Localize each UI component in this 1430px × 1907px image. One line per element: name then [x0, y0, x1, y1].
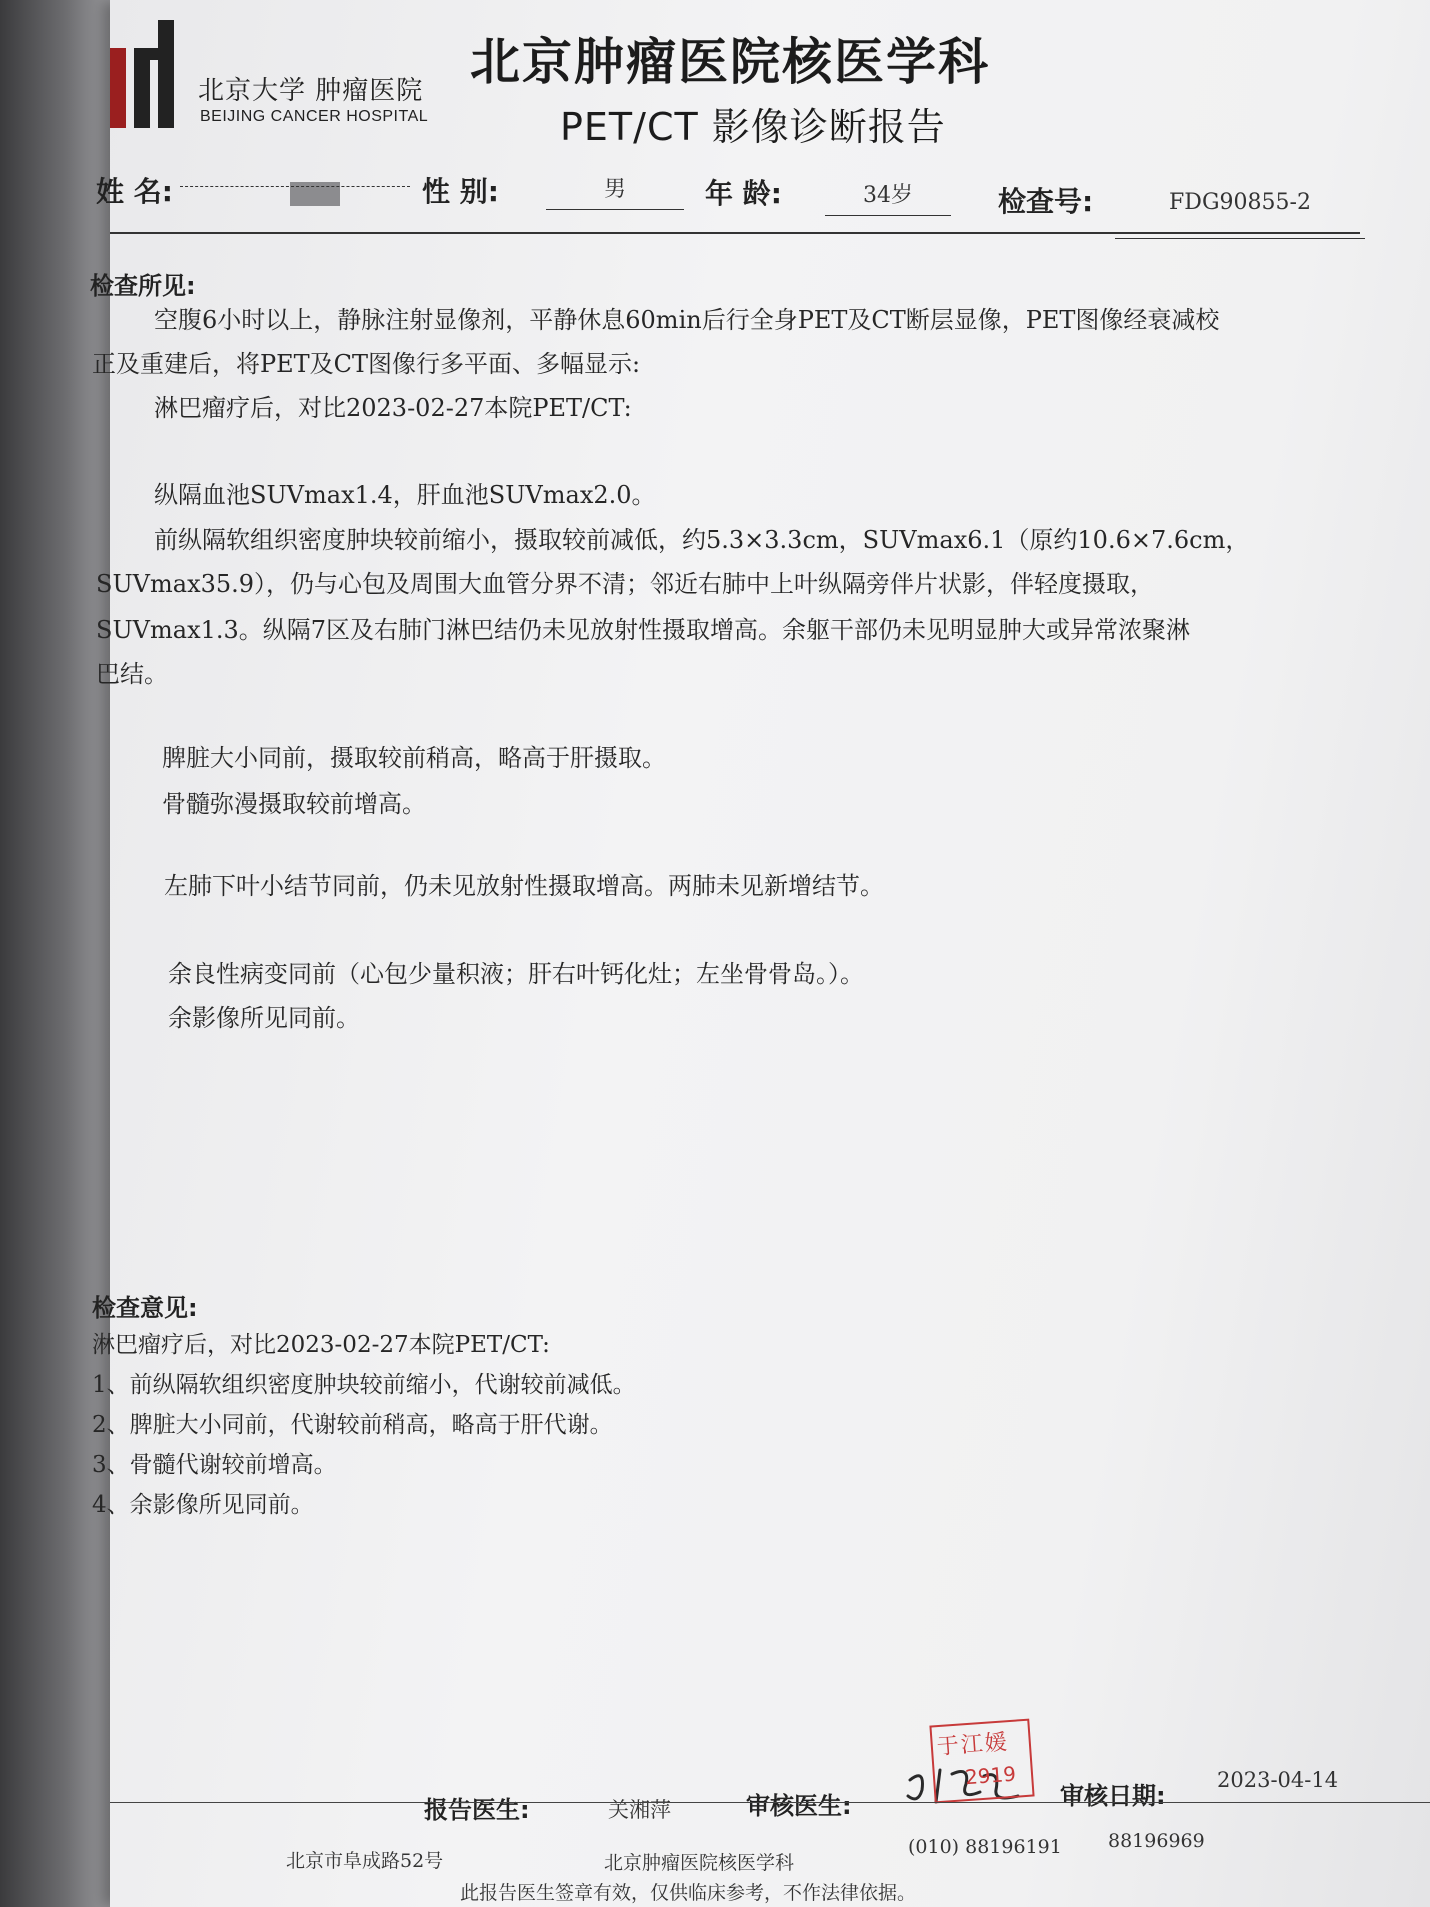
findings-line: 正及重建后，将PET及CT图像行多平面、多幅显示:: [92, 350, 641, 378]
findings-line: SUVmax35.9），仍与心包及周围大血管分界不清；邻近右肺中上叶纵隔旁伴片状影，伴轻度摄取，: [96, 570, 1155, 598]
footer-department: 北京肿瘤医院核医学科: [604, 1852, 795, 1874]
findings-line: 淋巴瘤疗后，对比2023-02-27本院PET/CT:: [154, 394, 632, 422]
findings-line: 纵隔血池SUVmax1.4，肝血池SUVmax2.0。: [154, 481, 656, 509]
review-date-label: 审核日期:: [1060, 1782, 1166, 1810]
reporter-label: 报告医生:: [424, 1796, 530, 1824]
footer-phone-2: 88196969: [1108, 1830, 1205, 1852]
findings-title: 检查所见:: [90, 272, 196, 300]
footer-disclaimer: 此报告医生签章有效，仅供临床参考，不作法律依据。: [460, 1882, 917, 1904]
findings-line: 脾脏大小同前，摄取较前稍高，略高于肝摄取。: [162, 744, 666, 772]
findings-line: SUVmax1.3。纵隔7区及右肺门淋巴结仍未见放射性摄取增高。余躯干部仍未见明显肿大或异常浓聚淋: [96, 616, 1191, 644]
logo-english-name: BEIJING CANCER HOSPITAL: [200, 108, 429, 125]
opinion-line: 2、脾脏大小同前，代谢较前稍高，略高于肝代谢。: [92, 1412, 613, 1438]
exam-number-label: 检查号:: [998, 185, 1094, 218]
opinion-line: 4、余影像所见同前。: [92, 1492, 314, 1518]
report-title: 北京肿瘤医院核医学科: [470, 33, 990, 91]
stamp-number: 2919: [964, 1761, 1017, 1790]
reviewer-label: 审核医生:: [746, 1792, 852, 1820]
footer-divider: [110, 1802, 1430, 1803]
opinion-line: 3、骨髓代谢较前增高。: [92, 1452, 337, 1478]
logo-chinese-name: 北京大学 肿瘤医院: [198, 76, 424, 106]
header-divider: [110, 232, 1360, 234]
findings-line: 前纵隔软组织密度肿块较前缩小，摄取较前减低，约5.3×3.3cm，SUVmax6.1（原约10.6×7.6cm，: [154, 526, 1250, 554]
sex-value: 男: [546, 172, 684, 210]
report-page: [90, 0, 1430, 1907]
exam-number-underline: [1115, 238, 1365, 239]
age-label: 年 龄:: [705, 177, 782, 210]
findings-line: 骨髓弥漫摄取较前增高。: [162, 790, 426, 818]
stamp-name: 于江媛: [936, 1730, 1010, 1761]
footer-address: 北京市阜成路52号: [286, 1850, 444, 1872]
age-value: 34岁: [825, 178, 951, 216]
findings-line: 空腹6小时以上，静脉注射显像剂，平静休息60min后行全身PET及CT断层显像，PET图像经衰减校: [154, 306, 1220, 334]
findings-line: 巴结。: [96, 660, 168, 688]
findings-line: 左肺下叶小结节同前，仍未见放射性摄取增高。两肺未见新增结节。: [164, 872, 884, 900]
report-subtitle: PET/CT 影像诊断报告: [560, 105, 946, 149]
name-value: [180, 180, 410, 187]
reviewer-seal-stamp: [929, 1719, 1034, 1804]
footer-phone-1: (010) 88196191: [908, 1836, 1062, 1858]
opinion-line: 淋巴瘤疗后，对比2023-02-27本院PET/CT:: [92, 1332, 550, 1358]
opinion-line: 1、前纵隔软组织密度肿块较前缩小，代谢较前减低。: [92, 1372, 636, 1398]
review-date-value: 2023-04-14: [1217, 1768, 1339, 1792]
exam-number-value: FDG90855-2: [1169, 190, 1311, 215]
hospital-logo-icon: [110, 20, 190, 128]
opinion-title: 检查意见:: [92, 1294, 198, 1322]
findings-line: 余影像所见同前。: [168, 1004, 360, 1032]
sex-label: 性 别:: [422, 175, 499, 208]
reporter-name: 关湘萍: [608, 1798, 671, 1822]
findings-line: 余良性病变同前（心包少量积液；肝右叶钙化灶；左坐骨骨岛。）。: [168, 960, 864, 988]
name-label: 姓 名:: [96, 175, 173, 208]
